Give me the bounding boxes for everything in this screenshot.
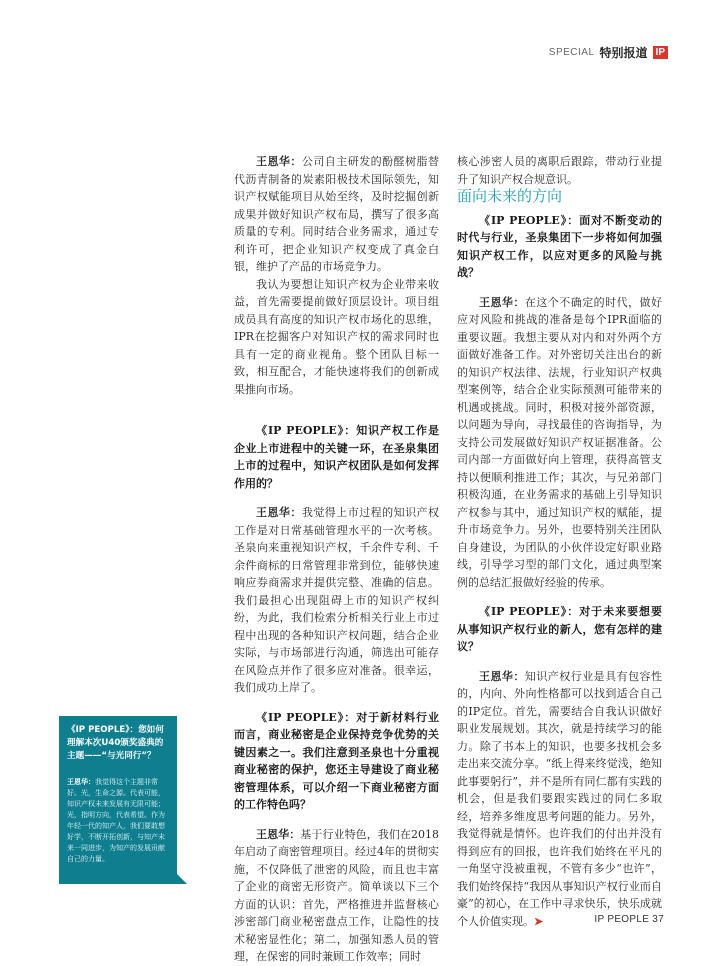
answer-text: 公司自主研发的酚醛树脂替代沥青制备的炭素阳极技术国际领先，知识产权赋能项目从始至终，及时挖掘创新成果并做好知识产权布局，撰写了很多高质量的专利。同时结合业务需求，通过专利许可，把企业知识产权变成了真金白银，维护了产品的市场竞争力。 xyxy=(234,155,440,273)
left-column xyxy=(234,153,439,966)
answer-text: 知识产权行业是具有包容性的，内向、外向性格都可以找到适合自己的IP定位。首先，需要结合自我认识做好职业发展规划。其次，就是持续学习的能力。除了书本上的知识，也要多找机会多走出来交流分享。“纸上得来终觉浅，绝知此事要躬行”，并不是所有同仁都有实践的机会，但是我们要跟实践过的同仁多取经，培养多维度思考问题的能力。另外，我觉得就是情怀。也许我们的付出并没有得到应有的回报，也许我们始终在平凡的一角坚守没被重视，不管有多少“也许”，我们始终保持“我因从事知识产权行业而自豪”的初心，在工作中寻求快乐，快乐成就个人价值实现。 xyxy=(457,669,663,928)
speaker-name: 王恩华： xyxy=(256,155,302,168)
sidebar-answer-text: 我觉得这个主题非常好。光，生命之源。代表可能，知识产权未来发展有无限可能；光，指明方向，代表希望。作为年轻一代的知产人，我们要敢想好学，不断开拓创新，与知产未来一同进步，为知产的发展贡献自己的力量。 xyxy=(67,778,165,863)
header-ip-badge: IP xyxy=(653,46,668,59)
answer-text: 在这个不确定的时代，做好应对风险和挑战的准备是每个IPR面临的重要议题。我想主要从对内和对外两个方面做好准备工作。对外密切关注出台的新的知识产权法律、法规，行业知识产权典型案例等，结合企业实际预测可能带来的机遇或挑战。同时，积极对接外部资源，以问题为导向，寻找最佳的咨询指导，为支持公司发展做好知识产权证据准备。公司内部一方面做好向上管理，获得高管支持以便顺利推进工作；其次，与兄弟部门积极沟通，在业务需求的基础上引导知识产权参与其中，通过知识产权的赋能，提升市场竞争力。另外，也要特别关注团队自身建设，为团队的小伙伴设定好职业路线，引导学习型的部门文化，通过典型案例的总结汇报做好经验的传承。 xyxy=(457,295,663,589)
answer-text: 基于行业特色，我们在2018年启动了商密管理项目。经过4年的贯彻实施，不仅降低了泄密的风险，而且也丰富了企业的商密无形资产。简单谈以下三个方面的认识：首先，严格推进并监督核心涉密部门商业秘密盘点工作，让隐性的技术秘密显性化；第二，加强知悉人员的管理，在保密的同时兼顾工作效率；同时 xyxy=(234,827,440,963)
page-footer: IP PEOPLE 37 xyxy=(594,914,664,925)
interview-question: 《IP PEOPLE》：知识产权工作是企业上市进程中的关键一环，在圣泉集团上市的过程中，知识产权团队是如何发挥作用的？ xyxy=(234,424,439,490)
sidebar-speaker: 王恩华： xyxy=(67,778,95,786)
sidebar-answer xyxy=(67,777,169,865)
answer-paragraph xyxy=(234,826,439,966)
answer-paragraph xyxy=(234,504,439,697)
sidebar-quote-box xyxy=(59,716,177,884)
speaker-name: 王恩华： xyxy=(479,669,525,683)
answer-paragraph xyxy=(457,668,662,931)
speaker-name: 王恩华： xyxy=(256,827,301,841)
header-special-label: SPECIAL xyxy=(548,47,595,58)
answer-paragraph xyxy=(457,294,662,592)
section-heading: 面向未来的方向 xyxy=(457,187,563,205)
page-header xyxy=(549,44,668,61)
continued-paragraph: 核心涉密人员的离职后跟踪，带动行业提升了知识产权合规意识。 xyxy=(457,155,662,186)
interview-question: 《IP PEOPLE》：面对不断变动的时代与行业，圣泉集团下一步将如何加强知识产权工作，以应对更多的风险与挑战？ xyxy=(457,213,662,279)
interview-question: 《IP PEOPLE》：对于新材料行业而言，商业秘密是企业保持竞争优势的关键因素之一。我们注意到圣泉也十分重视商业秘密的保护，您还主导建设了商业秘密管理体系，可以介绍一下商业秘密方面的工作特色吗？ xyxy=(234,710,439,811)
interview-question: 《IP PEOPLE》：对于未来要想要从事知识产权行业的新人，您有怎样的建议？ xyxy=(457,605,662,653)
answer-text: 我觉得上市过程的知识产权工作是对日常基础管理水平的一次考核。圣泉向来重视知识产权，千余件专利、千余件商标的日常管理非常到位，能够快速响应券商需求并提供完整、准确的信息。我们最担心出现阻碍上市的知识产权纠纷，为此，我们检索分析相关行业上市过程中出现的各种知识产权问题，结合企业实际，与市场部进行沟通，筛选出可能存在风险点并作了很多应对准备。很幸运，我们成功上岸了。 xyxy=(234,506,440,694)
right-column xyxy=(457,153,662,930)
speaker-name: 王恩华： xyxy=(479,295,525,309)
sidebar-question: 《IP PEOPLE》：您如何理解本次U40颁奖盛典的主题——“与光同行”？ xyxy=(67,725,164,761)
speaker-name: 王恩华： xyxy=(256,506,302,519)
end-mark-icon: ➤ xyxy=(534,914,544,928)
body-paragraph: 我认为要想让知识产权为企业带来收益，首先需要提前做好顶层设计。项目组成员具有高度的知识产权市场化的思维，IPR在挖掘客户对知识产权的需求同时也具有一定的商业视角。整个团队目标一致，相互配合，才能快速将我们的创新成果推向市场。 xyxy=(234,277,439,396)
answer-paragraph xyxy=(234,153,439,276)
header-section-title: 特别报道 xyxy=(599,46,648,60)
